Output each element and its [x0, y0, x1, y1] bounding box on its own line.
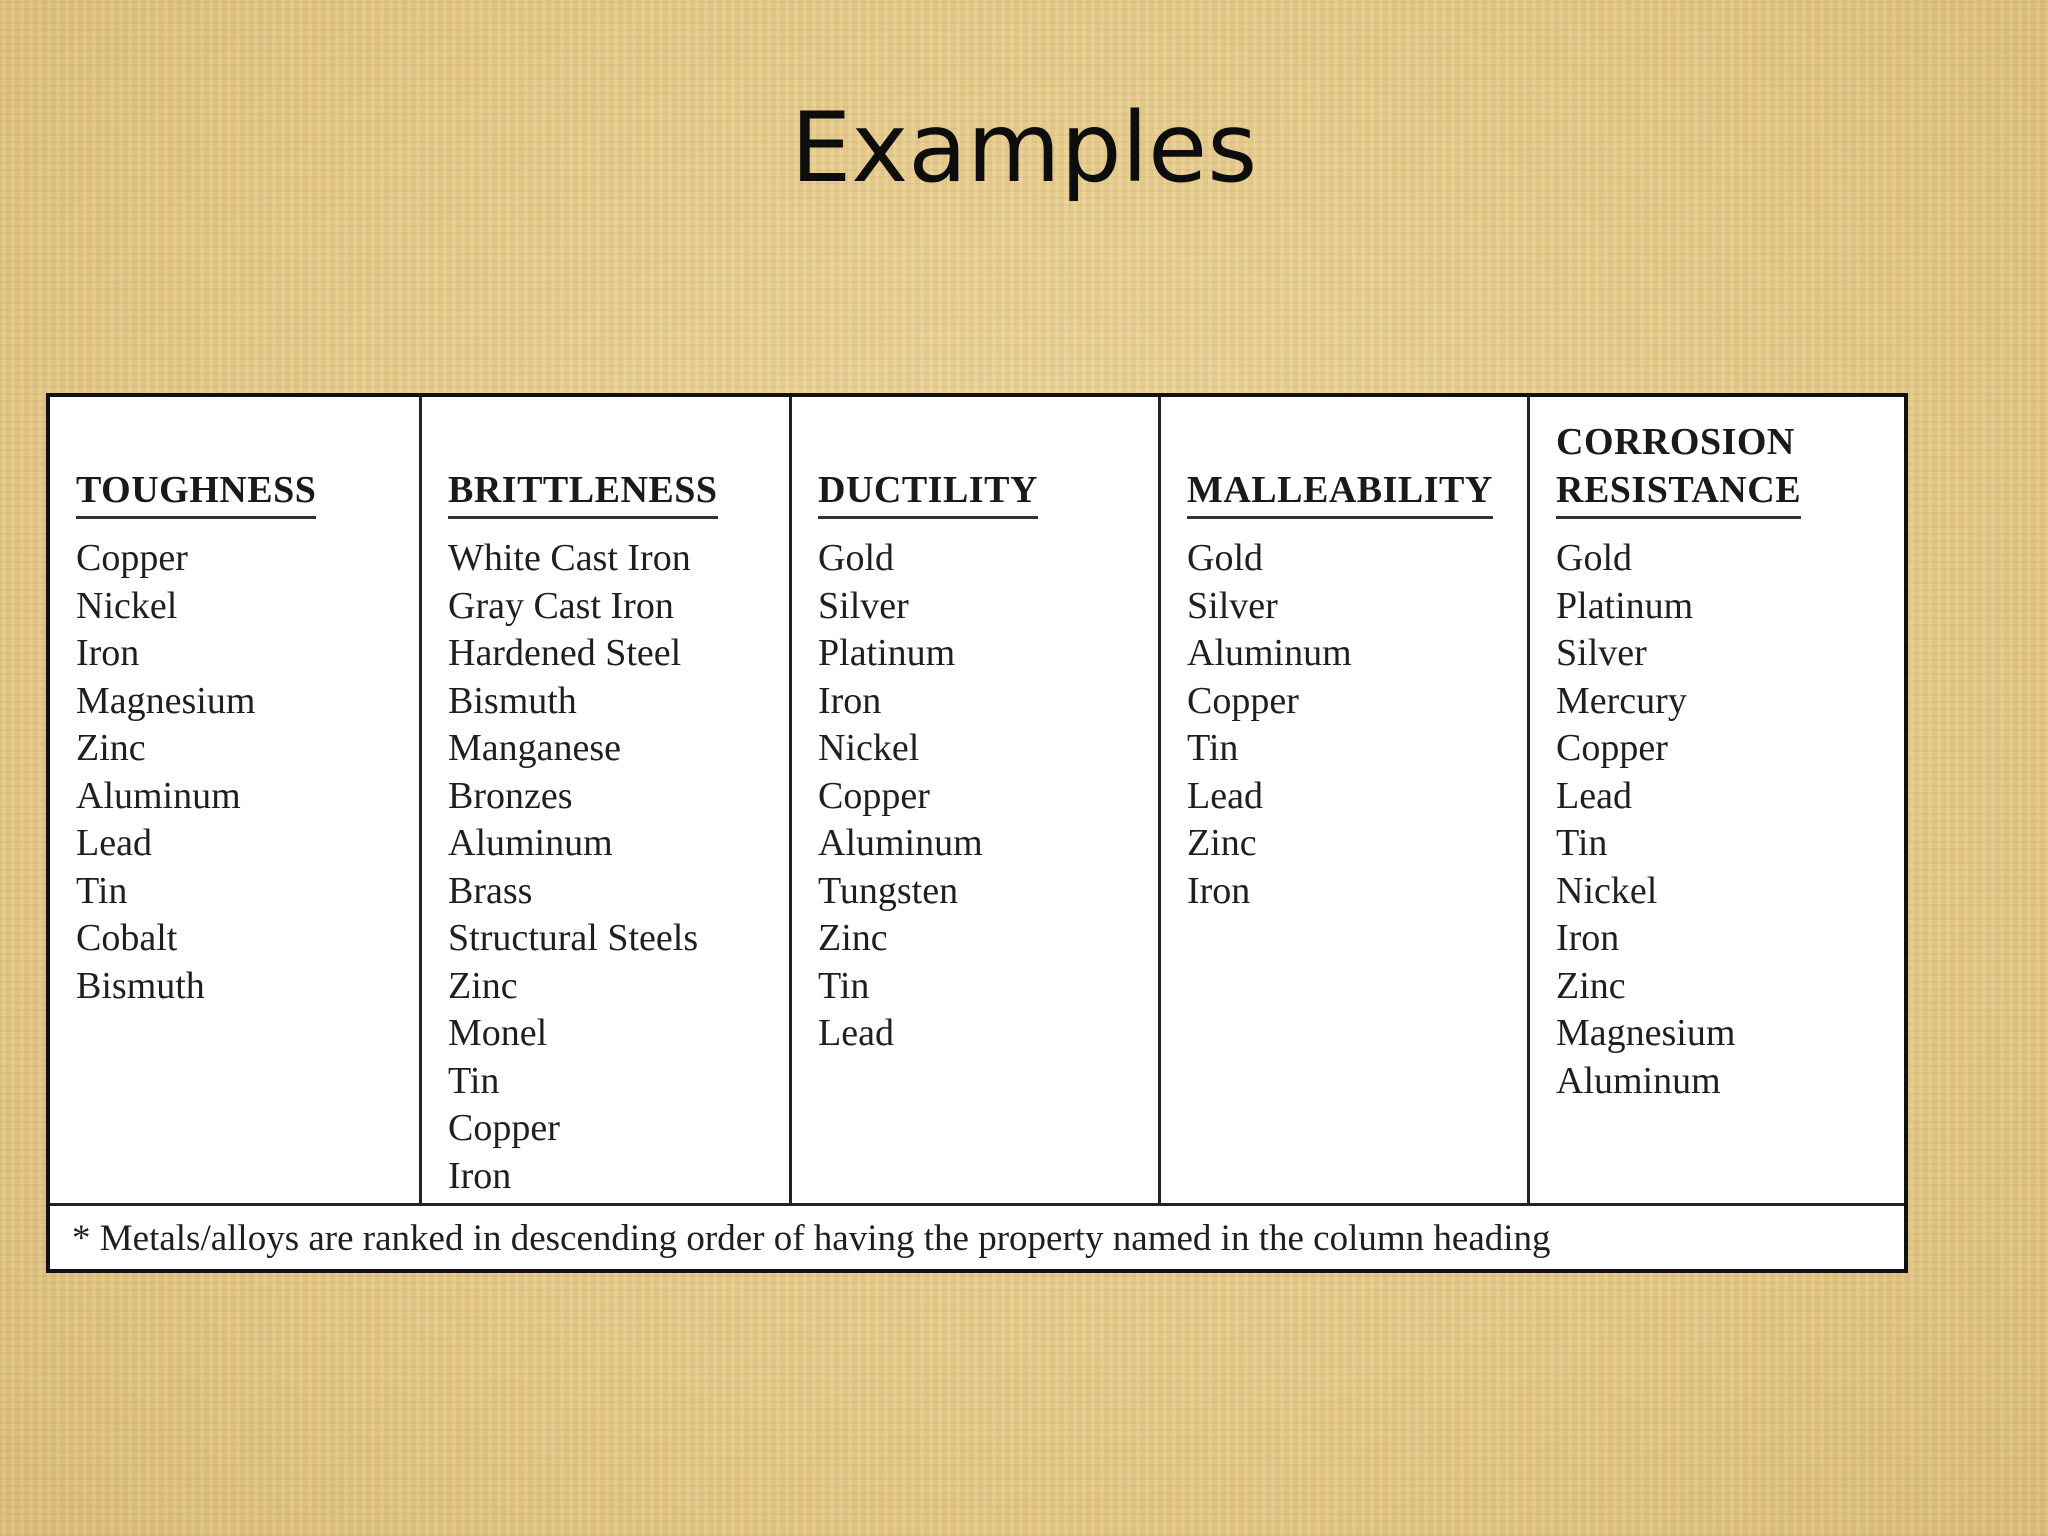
- list-item: Tin: [1187, 727, 1239, 769]
- list-item: Aluminum: [1187, 632, 1352, 674]
- slide-title: Examples: [790, 92, 1258, 204]
- list-item: Zinc: [448, 964, 518, 1007]
- list-item: Magnesium: [76, 679, 256, 722]
- list-item: Lead: [1556, 774, 1632, 817]
- list-item: Cobalt: [76, 917, 178, 959]
- list-item: Platinum: [818, 632, 956, 674]
- list-item: Nickel: [818, 727, 920, 769]
- list-item: Copper: [818, 774, 930, 817]
- list-item: Nickel: [1556, 869, 1658, 912]
- list-item: Hardened Steel: [448, 632, 682, 674]
- list-item: Structural Steels: [448, 917, 699, 959]
- list-item: Gold: [1187, 537, 1263, 579]
- list-item: Copper: [76, 537, 188, 579]
- list-item: Silver: [1556, 632, 1647, 674]
- column-heading: [1556, 423, 1801, 519]
- list-item: Tin: [818, 964, 870, 1007]
- list-item: Aluminum: [818, 822, 983, 864]
- column-ductility: [792, 397, 1161, 1203]
- list-item: Iron: [76, 632, 140, 674]
- column-heading: [818, 423, 1038, 519]
- list-item: Monel: [448, 1012, 548, 1054]
- column-list: [76, 535, 255, 1010]
- column-list: [448, 535, 698, 1200]
- list-item: Zinc: [76, 727, 146, 769]
- list-item: Lead: [1187, 774, 1263, 817]
- column-heading-text: TOUGHNESS: [76, 466, 316, 519]
- heading-line-1: CORROSION: [1556, 421, 1795, 463]
- column-malleability: [1161, 397, 1530, 1203]
- properties-table: [46, 393, 1908, 1273]
- list-item: Copper: [448, 1107, 560, 1149]
- list-item: Nickel: [76, 584, 178, 627]
- column-list: [1187, 535, 1352, 915]
- list-item: Iron: [1556, 917, 1620, 959]
- list-item: Zinc: [818, 917, 888, 959]
- list-item: Aluminum: [76, 774, 241, 817]
- column-heading-text: MALLEABILITY: [1187, 466, 1493, 519]
- list-item: Iron: [1187, 869, 1251, 912]
- column-heading: [76, 423, 316, 519]
- list-item: Aluminum: [448, 822, 613, 864]
- column-heading-text: DUCTILITY: [818, 466, 1038, 519]
- list-item: Tin: [448, 1059, 500, 1102]
- list-item: Platinum: [1556, 584, 1694, 627]
- table-columns: [50, 397, 1904, 1203]
- list-item: Tin: [76, 869, 128, 912]
- list-item: Silver: [818, 584, 909, 627]
- list-item: Gold: [1556, 537, 1632, 579]
- column-corrosion-resistance: [1530, 397, 1904, 1203]
- list-item: Silver: [1187, 584, 1278, 627]
- list-item: Bismuth: [448, 679, 577, 722]
- list-item: Gray Cast Iron: [448, 584, 674, 627]
- list-item: Gold: [818, 537, 894, 579]
- list-item: Iron: [818, 679, 882, 722]
- column-heading: [1187, 423, 1493, 519]
- heading-line-2: RESISTANCE: [1556, 469, 1802, 511]
- list-item: Manganese: [448, 727, 622, 769]
- list-item: Zinc: [1556, 964, 1626, 1007]
- list-item: Iron: [448, 1154, 512, 1197]
- list-item: Tungsten: [818, 869, 959, 912]
- list-item: Copper: [1556, 727, 1668, 769]
- list-item: Magnesium: [1556, 1012, 1736, 1054]
- column-heading-text: [1556, 418, 1801, 519]
- list-item: Aluminum: [1556, 1059, 1721, 1102]
- list-item: Tin: [1556, 822, 1608, 864]
- list-item: Bismuth: [76, 964, 205, 1007]
- column-heading: [448, 423, 718, 519]
- column-list: [818, 535, 983, 1058]
- table-footnote: * Metals/alloys are ranked in descending order of having the property named in the column heading: [50, 1203, 1904, 1273]
- column-toughness: [50, 397, 422, 1203]
- column-heading-text: BRITTLENESS: [448, 466, 718, 519]
- list-item: Bronzes: [448, 774, 573, 817]
- list-item: Mercury: [1556, 679, 1687, 722]
- list-item: Zinc: [1187, 822, 1257, 864]
- column-brittleness: [422, 397, 792, 1203]
- list-item: Copper: [1187, 679, 1299, 722]
- list-item: Lead: [818, 1012, 894, 1054]
- list-item: Lead: [76, 822, 152, 864]
- list-item: White Cast Iron: [448, 537, 691, 579]
- column-list: [1556, 535, 1735, 1105]
- list-item: Brass: [448, 869, 533, 912]
